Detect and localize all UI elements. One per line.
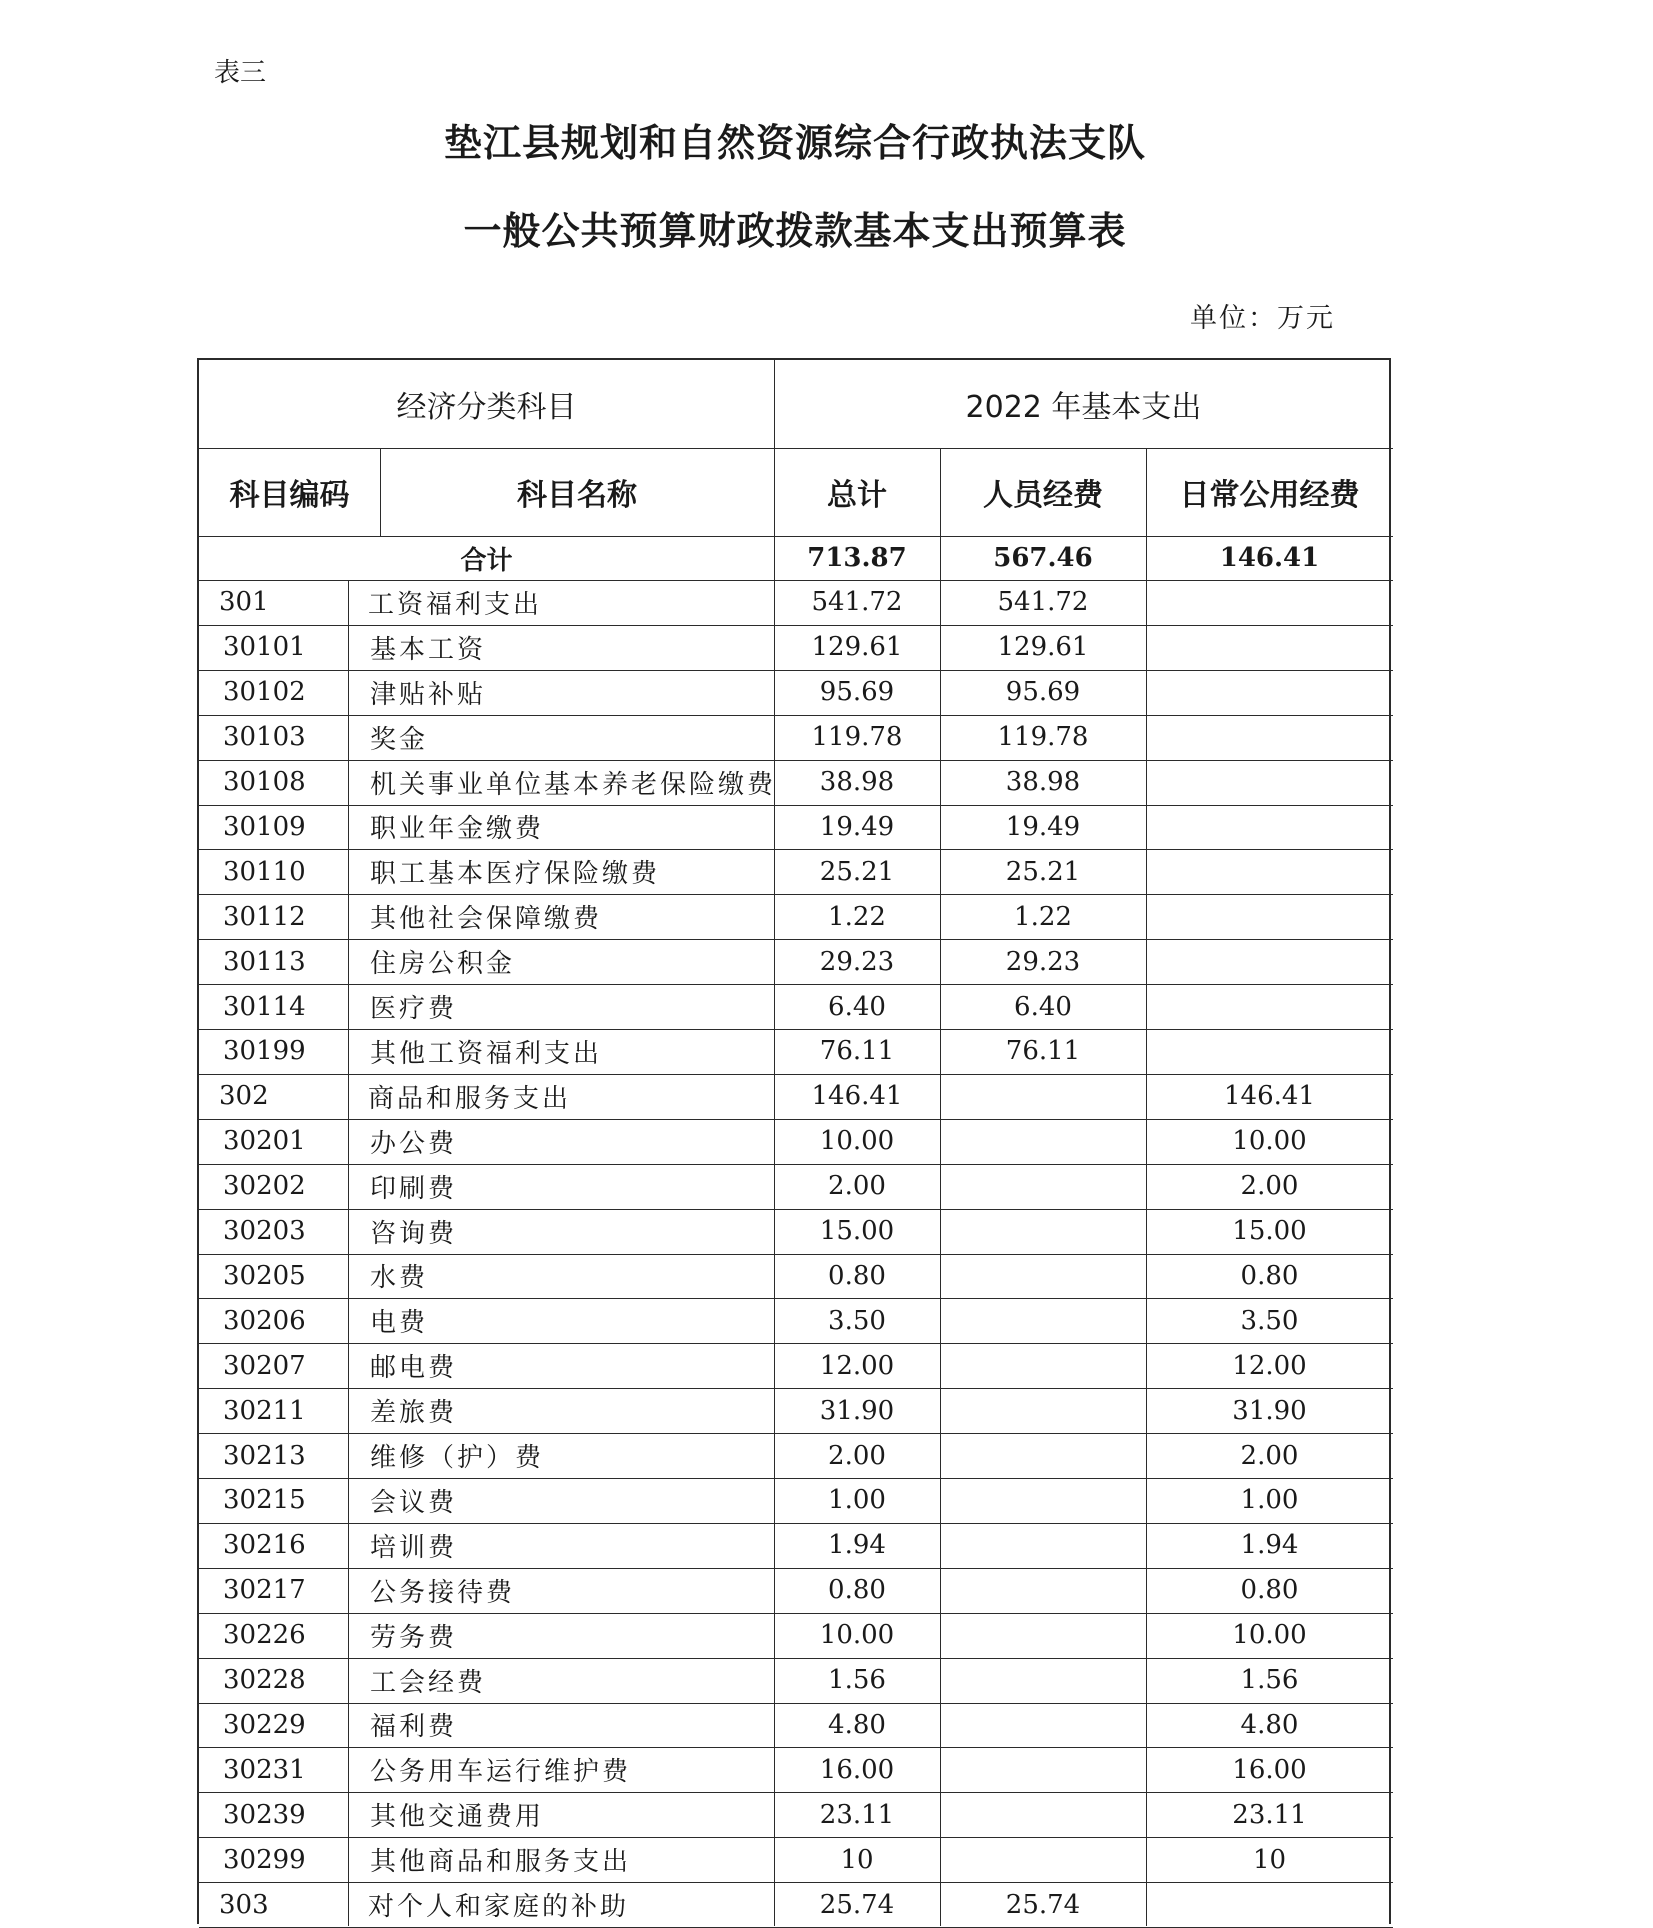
row-30101-name: 基本工资 (370, 634, 487, 665)
row-303-total: 25.74 (819, 1889, 895, 1920)
row-302-public: 146.41 (1224, 1081, 1315, 1112)
row-30113-public (1146, 939, 1393, 984)
row-30109-total: 19.49 (819, 811, 895, 842)
row-30201-public: 10.00 (1232, 1126, 1307, 1157)
row-30108-total: 38.98 (819, 767, 895, 798)
row-30207-code: 30207 (223, 1350, 306, 1381)
row-30202-total: 2.00 (828, 1171, 886, 1202)
row-30205-total: 0.80 (828, 1260, 886, 1291)
row-30102-code: 30102 (223, 677, 306, 708)
header-public-expense: 日常公用经费 (1179, 478, 1360, 513)
row-30199-total: 76.11 (819, 1036, 895, 1067)
row-30211-code: 30211 (223, 1395, 306, 1426)
row-divider (199, 1658, 1393, 1659)
column-divider (1146, 448, 1147, 1926)
row-30299-personnel (940, 1837, 1146, 1882)
row-divider (199, 984, 1393, 985)
row-30299-public: 10 (1252, 1844, 1287, 1875)
row-30216-public: 1.94 (1240, 1530, 1299, 1561)
row-30114-code: 30114 (223, 991, 306, 1022)
row-30101-code: 30101 (223, 632, 306, 663)
row-30299-total: 10 (840, 1844, 874, 1875)
row-30203-public: 15.00 (1232, 1216, 1307, 1247)
row-30207-personnel (940, 1343, 1146, 1388)
total-row-personnel: 567.46 (993, 543, 1093, 573)
row-30226-public: 10.00 (1232, 1620, 1307, 1651)
row-divider (199, 1837, 1393, 1838)
row-30202-public: 2.00 (1240, 1171, 1299, 1202)
header-basic-expenditure-2022: 2022 年基本支出 (965, 390, 1202, 425)
page-title-line-2: 一般公共预算财政拨款基本支出预算表 (463, 208, 1127, 253)
row-divider (199, 1882, 1393, 1883)
row-30217-total: 0.80 (828, 1575, 886, 1606)
row-30211-total: 31.90 (819, 1395, 895, 1426)
row-30215-total: 1.00 (828, 1485, 886, 1516)
row-30108-code: 30108 (223, 767, 306, 798)
row-divider (199, 1119, 1393, 1120)
row-30206-name: 电费 (370, 1308, 429, 1339)
row-30110-public (1146, 849, 1393, 894)
row-divider (199, 849, 1393, 850)
row-30108-public (1146, 760, 1393, 805)
row-30101-personnel: 129.61 (997, 632, 1089, 663)
row-30228-total: 1.56 (828, 1665, 886, 1696)
row-divider (199, 1792, 1393, 1793)
row-30203-name: 咨询费 (370, 1218, 458, 1249)
row-303-public (1146, 1882, 1393, 1927)
row-30228-personnel (940, 1658, 1146, 1703)
column-divider (380, 448, 381, 536)
row-divider (199, 760, 1393, 761)
row-divider (199, 1074, 1393, 1075)
row-divider (199, 536, 1393, 537)
row-30299-code: 30299 (223, 1844, 306, 1875)
row-30211-personnel (940, 1388, 1146, 1433)
row-30216-name: 培训费 (370, 1532, 458, 1563)
row-30213-code: 30213 (223, 1440, 306, 1471)
header-total: 总计 (827, 478, 887, 513)
row-divider (199, 1298, 1393, 1299)
page-title-line-1: 垫江县规划和自然资源综合行政执法支队 (443, 120, 1146, 165)
row-303-name: 对个人和家庭的补助 (368, 1892, 630, 1923)
row-30101-total: 129.61 (811, 632, 903, 663)
budget-table (197, 358, 1391, 1924)
column-divider (940, 448, 941, 1926)
row-30205-public: 0.80 (1240, 1260, 1299, 1291)
row-30114-name: 医疗费 (370, 994, 458, 1025)
column-divider (348, 580, 349, 1926)
row-30217-public: 0.80 (1240, 1575, 1299, 1606)
row-301-total: 541.72 (811, 587, 903, 618)
row-302-personnel (940, 1074, 1146, 1119)
row-30102-personnel: 95.69 (1005, 677, 1081, 708)
row-30216-personnel (940, 1523, 1146, 1568)
row-30206-code: 30206 (223, 1305, 306, 1336)
total-row-public: 146.41 (1219, 543, 1320, 573)
row-30211-public: 31.90 (1232, 1395, 1307, 1426)
row-30231-code: 30231 (223, 1754, 306, 1785)
row-30217-code: 30217 (223, 1575, 306, 1606)
row-301-name: 工资福利支出 (368, 589, 543, 620)
row-30112-code: 30112 (223, 901, 306, 932)
row-divider (199, 1343, 1393, 1344)
row-301-code: 301 (219, 587, 269, 618)
row-30110-total: 25.21 (819, 856, 895, 887)
row-30110-name: 职工基本医疗保险缴费 (370, 859, 661, 890)
row-30113-personnel: 29.23 (1005, 946, 1081, 977)
row-30103-name: 奖金 (370, 724, 429, 755)
row-30201-name: 办公费 (370, 1128, 458, 1159)
row-30213-total: 2.00 (828, 1440, 886, 1471)
row-30112-total: 1.22 (828, 901, 886, 932)
row-30202-personnel (940, 1164, 1146, 1209)
row-30201-total: 10.00 (819, 1126, 895, 1157)
row-30206-public: 3.50 (1240, 1305, 1299, 1336)
row-30231-public: 16.00 (1232, 1754, 1307, 1785)
row-30114-personnel: 6.40 (1014, 991, 1072, 1022)
row-30201-personnel (940, 1119, 1146, 1164)
header-subject-code: 科目编码 (229, 478, 350, 513)
row-30207-public: 12.00 (1232, 1350, 1307, 1381)
row-30110-personnel: 25.21 (1005, 856, 1081, 887)
row-30102-total: 95.69 (819, 677, 895, 708)
row-divider (199, 1703, 1393, 1704)
row-divider (199, 1254, 1393, 1255)
row-divider (199, 894, 1393, 895)
row-30108-name: 机关事业单位基本养老保险缴费 (370, 769, 777, 800)
row-30203-code: 30203 (223, 1216, 306, 1247)
row-30102-name: 津贴补贴 (370, 679, 487, 710)
row-divider (199, 670, 1393, 671)
row-divider (199, 805, 1393, 806)
total-row-label: 合计 (460, 545, 513, 576)
row-30114-total: 6.40 (828, 991, 886, 1022)
row-30239-code: 30239 (223, 1799, 306, 1830)
row-30215-name: 会议费 (370, 1487, 458, 1518)
row-divider (199, 1029, 1393, 1030)
row-30113-code: 30113 (223, 946, 306, 977)
total-row-total: 713.87 (807, 543, 907, 573)
header-economic-classification: 经济分类科目 (396, 390, 577, 425)
row-divider (199, 1164, 1393, 1165)
row-30206-personnel (940, 1298, 1146, 1343)
row-30217-name: 公务接待费 (370, 1577, 516, 1608)
row-30213-name: 维修（护）费 (370, 1443, 545, 1474)
row-30201-code: 30201 (223, 1126, 306, 1157)
row-30202-code: 30202 (223, 1171, 306, 1202)
row-303-personnel: 25.74 (1005, 1889, 1081, 1920)
row-30229-public: 4.80 (1240, 1709, 1299, 1740)
row-30103-public (1146, 715, 1393, 760)
row-30213-public: 2.00 (1240, 1440, 1299, 1471)
row-302-total: 146.41 (811, 1081, 903, 1112)
header-personnel-expense: 人员经费 (983, 478, 1103, 513)
row-divider (199, 1568, 1393, 1569)
row-30103-total: 119.78 (811, 722, 903, 753)
row-30109-public (1146, 805, 1393, 850)
row-divider (199, 1433, 1393, 1434)
row-30109-code: 30109 (223, 811, 306, 842)
row-30226-personnel (940, 1613, 1146, 1658)
row-30205-code: 30205 (223, 1260, 306, 1291)
row-30226-total: 10.00 (819, 1620, 895, 1651)
row-divider (199, 1209, 1393, 1210)
row-30199-personnel: 76.11 (1005, 1036, 1081, 1067)
header-subject-name: 科目名称 (517, 478, 637, 513)
row-30112-public (1146, 894, 1393, 939)
row-30207-total: 12.00 (819, 1350, 895, 1381)
unit-label: 单位：万元 (1190, 303, 1335, 334)
row-30199-code: 30199 (223, 1036, 306, 1067)
row-30109-personnel: 19.49 (1005, 811, 1081, 842)
row-divider (199, 1747, 1393, 1748)
row-30231-total: 16.00 (819, 1754, 895, 1785)
row-30110-code: 30110 (223, 856, 306, 887)
row-30203-personnel (940, 1209, 1146, 1254)
row-303-code: 303 (219, 1889, 269, 1920)
row-30109-name: 职业年金缴费 (370, 814, 545, 845)
row-30211-name: 差旅费 (370, 1398, 458, 1429)
row-30215-public: 1.00 (1240, 1485, 1299, 1516)
row-30229-total: 4.80 (828, 1709, 886, 1740)
row-30207-name: 邮电费 (370, 1353, 458, 1384)
row-30112-name: 其他社会保障缴费 (370, 904, 603, 935)
row-30299-name: 其他商品和服务支出 (370, 1847, 632, 1878)
row-30103-code: 30103 (223, 722, 306, 753)
row-30217-personnel (940, 1568, 1146, 1613)
row-30216-code: 30216 (223, 1530, 306, 1561)
row-30228-name: 工会经费 (370, 1667, 487, 1698)
column-divider (774, 360, 775, 1926)
row-divider (199, 1388, 1393, 1389)
row-30213-personnel (940, 1433, 1146, 1478)
row-30231-name: 公务用车运行维护费 (370, 1757, 632, 1788)
row-30205-personnel (940, 1254, 1146, 1299)
row-30239-public: 23.11 (1232, 1799, 1307, 1830)
page-label: 表三 (214, 58, 267, 88)
row-30215-personnel (940, 1478, 1146, 1523)
row-divider (199, 1613, 1393, 1614)
row-30216-total: 1.94 (828, 1530, 886, 1561)
row-30202-name: 印刷费 (370, 1173, 458, 1204)
row-301-public (1146, 580, 1393, 625)
row-30102-public (1146, 670, 1393, 715)
row-30199-public (1146, 1029, 1393, 1074)
row-divider (199, 715, 1393, 716)
row-30112-personnel: 1.22 (1014, 901, 1072, 932)
row-30199-name: 其他工资福利支出 (370, 1038, 603, 1069)
row-301-personnel: 541.72 (997, 587, 1089, 618)
row-30113-name: 住房公积金 (370, 949, 516, 980)
row-30113-total: 29.23 (819, 946, 895, 977)
row-divider (199, 625, 1393, 626)
row-30229-name: 福利费 (370, 1712, 458, 1743)
row-30239-personnel (940, 1792, 1146, 1837)
row-30215-code: 30215 (223, 1485, 306, 1516)
row-divider (199, 448, 1393, 449)
row-30206-total: 3.50 (828, 1305, 886, 1336)
row-30228-code: 30228 (223, 1665, 306, 1696)
row-30226-name: 劳务费 (370, 1622, 458, 1653)
row-divider (199, 939, 1393, 940)
row-302-code: 302 (219, 1081, 269, 1112)
row-30239-total: 23.11 (819, 1799, 895, 1830)
row-30239-name: 其他交通费用 (370, 1802, 545, 1833)
row-30114-public (1146, 984, 1393, 1029)
row-302-name: 商品和服务支出 (368, 1083, 572, 1114)
row-30205-name: 水费 (370, 1263, 429, 1294)
row-divider (199, 580, 1393, 581)
row-30231-personnel (940, 1747, 1146, 1792)
row-30229-code: 30229 (223, 1709, 306, 1740)
row-30229-personnel (940, 1703, 1146, 1748)
row-30103-personnel: 119.78 (997, 722, 1089, 753)
row-30101-public (1146, 625, 1393, 670)
row-divider (199, 1478, 1393, 1479)
row-30203-total: 15.00 (819, 1216, 895, 1247)
row-30228-public: 1.56 (1240, 1665, 1299, 1696)
row-30108-personnel: 38.98 (1005, 767, 1081, 798)
row-divider (199, 1523, 1393, 1524)
row-30226-code: 30226 (223, 1620, 306, 1651)
